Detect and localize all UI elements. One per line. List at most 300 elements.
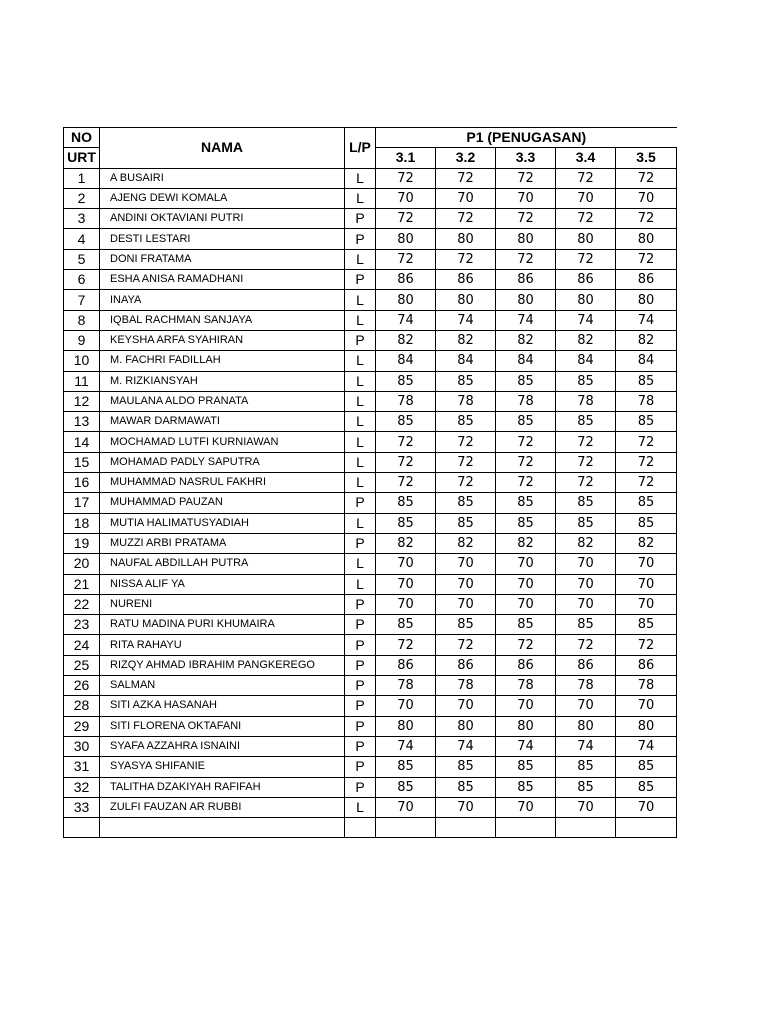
table-row [64, 412, 677, 432]
table-row [64, 452, 677, 472]
score-cell: 78 [556, 676, 616, 696]
row-number: 31 [64, 757, 100, 777]
header-lp: L/P [345, 128, 376, 169]
student-name: RIZQY AHMAD IBRAHIM PANGKEREGO [100, 655, 345, 675]
score-cell: 82 [616, 533, 677, 553]
score-cell: 80 [496, 716, 556, 736]
row-number: 33 [64, 797, 100, 817]
score-cell: 70 [616, 188, 677, 208]
score-cell: 72 [436, 249, 496, 269]
score-cell: 78 [436, 676, 496, 696]
score-cell: 86 [376, 655, 436, 675]
gender-cell: P [345, 757, 376, 777]
student-name: SALMAN [100, 676, 345, 696]
score-cell: 74 [616, 736, 677, 756]
score-cell: 80 [376, 229, 436, 249]
score-cell: 72 [616, 168, 677, 188]
student-name: DESTI LESTARI [100, 229, 345, 249]
row-number: 13 [64, 412, 100, 432]
score-cell: 84 [556, 351, 616, 371]
gender-cell: L [345, 290, 376, 310]
header-sub-3-5: 3.5 [616, 148, 677, 168]
header-p1-penugasan: P1 (PENUGASAN) [376, 128, 677, 148]
score-cell: 84 [496, 351, 556, 371]
empty-cell [376, 818, 436, 838]
score-cell: 82 [496, 533, 556, 553]
student-name: M. RIZKIANSYAH [100, 371, 345, 391]
score-cell: 85 [376, 493, 436, 513]
score-cell: 72 [556, 473, 616, 493]
score-cell: 85 [436, 493, 496, 513]
score-cell: 70 [436, 574, 496, 594]
score-cell: 70 [376, 696, 436, 716]
table-row [64, 209, 677, 229]
row-number: 2 [64, 188, 100, 208]
score-cell: 72 [616, 452, 677, 472]
student-name: SITI FLORENA OKTAFANI [100, 716, 345, 736]
score-cell: 85 [436, 777, 496, 797]
score-cell: 78 [496, 676, 556, 696]
table-row [64, 696, 677, 716]
student-name: ESHA ANISA RAMADHANI [100, 270, 345, 290]
score-cell: 72 [376, 249, 436, 269]
header-row-top [64, 128, 677, 148]
score-cell: 72 [616, 209, 677, 229]
score-cell: 72 [616, 249, 677, 269]
gender-cell: P [345, 229, 376, 249]
score-cell: 80 [616, 290, 677, 310]
score-cell: 74 [436, 310, 496, 330]
score-cell: 72 [436, 432, 496, 452]
table-row [64, 330, 677, 350]
gender-cell: P [345, 533, 376, 553]
row-number: 8 [64, 310, 100, 330]
score-cell: 72 [556, 209, 616, 229]
row-number: 23 [64, 615, 100, 635]
score-cell: 86 [436, 655, 496, 675]
score-cell: 78 [496, 391, 556, 411]
table-row [64, 249, 677, 269]
gender-cell: P [345, 594, 376, 614]
header-no: NO [64, 128, 100, 148]
gender-cell: P [345, 655, 376, 675]
student-name: TALITHA DZAKIYAH RAFIFAH [100, 777, 345, 797]
score-cell: 85 [376, 371, 436, 391]
score-cell: 72 [376, 209, 436, 229]
score-cell: 70 [556, 696, 616, 716]
score-cell: 72 [496, 635, 556, 655]
score-cell: 78 [376, 391, 436, 411]
row-number: 4 [64, 229, 100, 249]
score-cell: 85 [556, 777, 616, 797]
student-name: KEYSHA ARFA SYAHIRAN [100, 330, 345, 350]
score-cell: 70 [496, 574, 556, 594]
gender-cell: L [345, 797, 376, 817]
score-cell: 80 [496, 290, 556, 310]
score-cell: 82 [376, 330, 436, 350]
gender-cell: P [345, 635, 376, 655]
gender-cell: P [345, 777, 376, 797]
row-number: 29 [64, 716, 100, 736]
table-row [64, 574, 677, 594]
empty-cell [436, 818, 496, 838]
table-row [64, 432, 677, 452]
gender-cell: L [345, 310, 376, 330]
score-cell: 70 [556, 797, 616, 817]
student-name: ZULFI FAUZAN AR RUBBI [100, 797, 345, 817]
table-row [64, 533, 677, 553]
score-cell: 72 [496, 432, 556, 452]
student-name: MAWAR DARMAWATI [100, 412, 345, 432]
table-row [64, 777, 677, 797]
row-number: 7 [64, 290, 100, 310]
score-cell: 72 [496, 452, 556, 472]
score-cell: 85 [556, 371, 616, 391]
table-row [64, 676, 677, 696]
gender-cell: P [345, 716, 376, 736]
student-name: ANDINI OKTAVIANI PUTRI [100, 209, 345, 229]
score-cell: 70 [376, 554, 436, 574]
row-number: 26 [64, 676, 100, 696]
student-name: NISSA ALIF YA [100, 574, 345, 594]
score-cell: 85 [436, 513, 496, 533]
score-cell: 70 [436, 554, 496, 574]
score-cell: 85 [496, 757, 556, 777]
score-cell: 72 [616, 473, 677, 493]
score-cell: 80 [496, 229, 556, 249]
score-cell: 86 [616, 270, 677, 290]
table-row [64, 757, 677, 777]
score-cell: 80 [376, 716, 436, 736]
score-cell: 70 [496, 696, 556, 716]
student-name: SYASYA SHIFANIE [100, 757, 345, 777]
table-header [64, 128, 677, 169]
score-cell: 74 [376, 736, 436, 756]
score-cell: 70 [376, 594, 436, 614]
score-cell: 72 [376, 635, 436, 655]
table-row [64, 290, 677, 310]
score-cell: 84 [436, 351, 496, 371]
row-number: 17 [64, 493, 100, 513]
gender-cell: L [345, 188, 376, 208]
score-cell: 70 [496, 797, 556, 817]
empty-cell [100, 818, 345, 838]
score-cell: 72 [496, 209, 556, 229]
table-row [64, 615, 677, 635]
row-number: 18 [64, 513, 100, 533]
gender-cell: L [345, 452, 376, 472]
score-cell: 70 [616, 594, 677, 614]
score-cell: 70 [616, 554, 677, 574]
row-number: 25 [64, 655, 100, 675]
row-number: 14 [64, 432, 100, 452]
student-name: SYAFA AZZAHRA ISNAINI [100, 736, 345, 756]
score-cell: 85 [556, 615, 616, 635]
score-cell: 85 [436, 371, 496, 391]
score-cell: 72 [556, 432, 616, 452]
row-number: 12 [64, 391, 100, 411]
header-sub-3-2: 3.2 [436, 148, 496, 168]
gender-cell: L [345, 371, 376, 391]
score-cell: 82 [556, 330, 616, 350]
row-number: 15 [64, 452, 100, 472]
score-cell: 86 [556, 270, 616, 290]
header-urt: URT [64, 148, 100, 168]
student-name: NAUFAL ABDILLAH PUTRA [100, 554, 345, 574]
score-cell: 85 [436, 412, 496, 432]
score-cell: 70 [556, 188, 616, 208]
empty-row [64, 818, 677, 838]
score-cell: 85 [616, 777, 677, 797]
score-cell: 85 [616, 513, 677, 533]
row-number: 21 [64, 574, 100, 594]
row-number: 16 [64, 473, 100, 493]
gender-cell: L [345, 473, 376, 493]
score-cell: 70 [616, 696, 677, 716]
gender-cell: L [345, 168, 376, 188]
student-name: NURENI [100, 594, 345, 614]
score-cell: 86 [556, 655, 616, 675]
student-name: IQBAL RACHMAN SANJAYA [100, 310, 345, 330]
score-cell: 74 [496, 736, 556, 756]
score-cell: 82 [496, 330, 556, 350]
score-cell: 78 [616, 391, 677, 411]
score-cell: 70 [436, 594, 496, 614]
score-cell: 74 [376, 310, 436, 330]
score-cell: 78 [616, 676, 677, 696]
score-cell: 78 [376, 676, 436, 696]
score-cell: 70 [436, 797, 496, 817]
header-nama: NAMA [100, 128, 345, 169]
score-cell: 84 [376, 351, 436, 371]
score-cell: 72 [376, 452, 436, 472]
score-cell: 85 [556, 493, 616, 513]
score-cell: 72 [436, 635, 496, 655]
table-row [64, 635, 677, 655]
score-cell: 85 [556, 513, 616, 533]
row-number: 3 [64, 209, 100, 229]
score-cell: 85 [436, 615, 496, 635]
empty-cell [496, 818, 556, 838]
row-number: 22 [64, 594, 100, 614]
gender-cell: L [345, 554, 376, 574]
score-cell: 80 [616, 229, 677, 249]
score-cell: 85 [616, 371, 677, 391]
gender-cell: P [345, 615, 376, 635]
score-cell: 72 [556, 249, 616, 269]
row-number: 1 [64, 168, 100, 188]
table-row [64, 513, 677, 533]
table-row [64, 188, 677, 208]
gender-cell: L [345, 249, 376, 269]
score-cell: 74 [616, 310, 677, 330]
gender-cell: L [345, 412, 376, 432]
gender-cell: P [345, 270, 376, 290]
score-cell: 80 [556, 290, 616, 310]
score-cell: 72 [616, 635, 677, 655]
row-number: 20 [64, 554, 100, 574]
student-name: RATU MADINA PURI KHUMAIRA [100, 615, 345, 635]
table-row [64, 736, 677, 756]
score-cell: 80 [436, 290, 496, 310]
table-row [64, 716, 677, 736]
table-body [64, 168, 677, 838]
score-cell: 72 [436, 452, 496, 472]
student-name: DONI FRATAMA [100, 249, 345, 269]
score-cell: 74 [496, 310, 556, 330]
score-cell: 80 [436, 229, 496, 249]
score-cell: 70 [496, 594, 556, 614]
gender-cell: P [345, 209, 376, 229]
gender-cell: L [345, 432, 376, 452]
score-cell: 72 [376, 168, 436, 188]
gender-cell: L [345, 391, 376, 411]
score-cell: 85 [496, 777, 556, 797]
table-row [64, 594, 677, 614]
score-cell: 80 [616, 716, 677, 736]
score-cell: 74 [556, 736, 616, 756]
row-number: 10 [64, 351, 100, 371]
score-cell: 72 [496, 249, 556, 269]
score-cell: 86 [436, 270, 496, 290]
student-name: MAULANA ALDO PRANATA [100, 391, 345, 411]
header-sub-3-3: 3.3 [496, 148, 556, 168]
score-cell: 70 [616, 797, 677, 817]
row-number: 28 [64, 696, 100, 716]
gender-cell: P [345, 696, 376, 716]
score-cell: 70 [376, 574, 436, 594]
score-cell: 85 [496, 615, 556, 635]
gender-cell: P [345, 330, 376, 350]
score-cell: 85 [616, 615, 677, 635]
score-cell: 82 [556, 533, 616, 553]
row-number: 5 [64, 249, 100, 269]
score-cell: 85 [496, 513, 556, 533]
score-cell: 85 [376, 757, 436, 777]
score-cell: 80 [436, 716, 496, 736]
score-cell: 72 [436, 168, 496, 188]
score-cell: 72 [556, 635, 616, 655]
score-cell: 80 [556, 716, 616, 736]
grade-table [63, 127, 677, 838]
score-cell: 70 [616, 574, 677, 594]
table-row [64, 371, 677, 391]
score-cell: 70 [436, 696, 496, 716]
score-cell: 86 [376, 270, 436, 290]
score-cell: 82 [616, 330, 677, 350]
table-row [64, 270, 677, 290]
gender-cell: P [345, 736, 376, 756]
gender-cell: L [345, 574, 376, 594]
student-name: AJENG DEWI KOMALA [100, 188, 345, 208]
score-cell: 70 [496, 188, 556, 208]
student-name: MUHAMMAD NASRUL FAKHRI [100, 473, 345, 493]
student-name: SITI AZKA HASANAH [100, 696, 345, 716]
score-cell: 85 [556, 412, 616, 432]
score-cell: 70 [556, 554, 616, 574]
score-cell: 86 [496, 655, 556, 675]
header-sub-3-4: 3.4 [556, 148, 616, 168]
score-cell: 70 [556, 594, 616, 614]
row-number: 24 [64, 635, 100, 655]
table-row [64, 797, 677, 817]
row-number: 11 [64, 371, 100, 391]
empty-cell [345, 818, 376, 838]
score-cell: 85 [376, 777, 436, 797]
score-cell: 80 [556, 229, 616, 249]
score-cell: 82 [436, 330, 496, 350]
score-cell: 72 [556, 168, 616, 188]
student-name: MOCHAMAD LUTFI KURNIAWAN [100, 432, 345, 452]
score-cell: 72 [376, 473, 436, 493]
score-cell: 86 [496, 270, 556, 290]
student-name: A BUSAIRI [100, 168, 345, 188]
header-sub-3-1: 3.1 [376, 148, 436, 168]
score-cell: 85 [496, 371, 556, 391]
student-name: MOHAMAD PADLY SAPUTRA [100, 452, 345, 472]
score-cell: 85 [436, 757, 496, 777]
score-cell: 72 [616, 432, 677, 452]
row-number: 30 [64, 736, 100, 756]
score-cell: 70 [376, 797, 436, 817]
table-row [64, 229, 677, 249]
score-cell: 85 [376, 412, 436, 432]
score-cell: 78 [556, 391, 616, 411]
gender-cell: P [345, 676, 376, 696]
row-number: 9 [64, 330, 100, 350]
student-name: M. FACHRI FADILLAH [100, 351, 345, 371]
student-name: RITA RAHAYU [100, 635, 345, 655]
score-cell: 80 [376, 290, 436, 310]
score-cell: 72 [376, 432, 436, 452]
table-row [64, 168, 677, 188]
score-cell: 74 [556, 310, 616, 330]
table-row [64, 493, 677, 513]
score-cell: 78 [436, 391, 496, 411]
score-cell: 82 [436, 533, 496, 553]
score-cell: 85 [616, 757, 677, 777]
table-row [64, 554, 677, 574]
gender-cell: P [345, 493, 376, 513]
empty-cell [616, 818, 677, 838]
empty-cell [64, 818, 100, 838]
student-name: MUTIA HALIMATUSYADIAH [100, 513, 345, 533]
student-name: MUHAMMAD PAUZAN [100, 493, 345, 513]
score-cell: 86 [616, 655, 677, 675]
empty-cell [556, 818, 616, 838]
student-name: MUZZI ARBI PRATAMA [100, 533, 345, 553]
score-cell: 72 [496, 473, 556, 493]
score-cell: 85 [616, 412, 677, 432]
score-cell: 70 [376, 188, 436, 208]
score-cell: 85 [376, 513, 436, 533]
score-cell: 84 [616, 351, 677, 371]
student-name: INAYA [100, 290, 345, 310]
score-cell: 85 [496, 493, 556, 513]
score-cell: 70 [496, 554, 556, 574]
score-cell: 70 [436, 188, 496, 208]
score-cell: 72 [496, 168, 556, 188]
gender-cell: L [345, 513, 376, 533]
table-row [64, 391, 677, 411]
table-row [64, 655, 677, 675]
row-number: 6 [64, 270, 100, 290]
score-cell: 85 [376, 615, 436, 635]
row-number: 19 [64, 533, 100, 553]
table-row [64, 310, 677, 330]
row-number: 32 [64, 777, 100, 797]
score-cell: 74 [436, 736, 496, 756]
